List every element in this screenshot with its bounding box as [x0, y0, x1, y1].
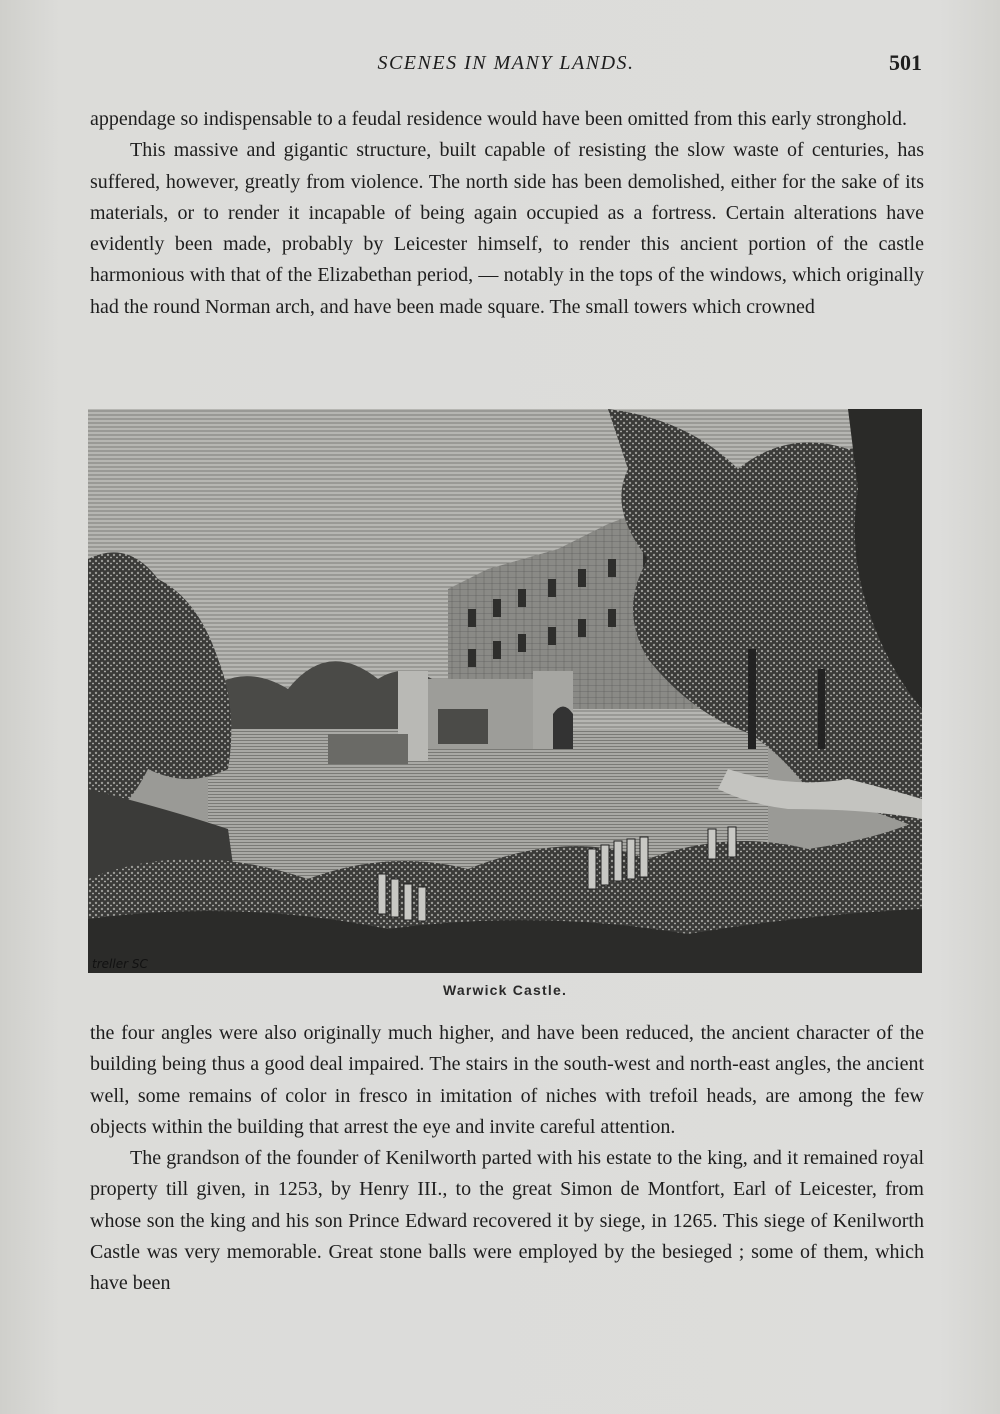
illustration-warwick-castle	[88, 409, 922, 973]
illustration-caption: Warwick Castle.	[442, 982, 568, 998]
paragraph: The grandson of the founder of Kenilworth parted with his estate to the king, and it remained royal property till given, in 1253, by Henry III., to the great Simon de Montfort, Earl of Leicester, from whose son the king and his son Prince Edward recovered it by siege, in 1265. This siege of Kenilworth Castle was very memorable. Great stone balls were employed by the besieged ; some of them, which have been	[90, 1147, 924, 1295]
page-number: 501	[889, 50, 922, 75]
page-header	[90, 52, 922, 86]
paragraph: the four angles were also originally much higher, and have been reduced, the ancient character of the building being thus a good deal impaired. The stairs in the south-west and north-east angles, the ancient well, some remains of color in fresco in imitation of niches with trefoil heads, are among the few objects within the building that arrest the eye and invite careful attention.	[90, 1022, 924, 1138]
engraver-signature: treller SC	[92, 957, 148, 971]
paragraph: appendage so indispensable to a feudal residence would have been omitted from this early stronghold.	[90, 108, 907, 130]
running-title: SCENES IN MANY LANDS.	[377, 52, 635, 74]
text-block-top	[90, 104, 924, 323]
paragraph: This massive and gigantic structure, built capable of resisting the slow waste of centuries, has suffered, however, greatly from violence. The north side has been demolished, either for the sake of its materials, or to render it incapable of being again occupied as a fortress. Certain alterations have evidently been made, probably by Leicester himself, to render this ancient portion of the castle harmonious with that of the Elizabethan period, — notably in the tops of the windows, which originally had the round Norman arch, and have been made square. The small towers which crowned	[90, 139, 924, 318]
engraving-image	[88, 409, 922, 973]
text-block-bottom	[90, 1018, 924, 1300]
